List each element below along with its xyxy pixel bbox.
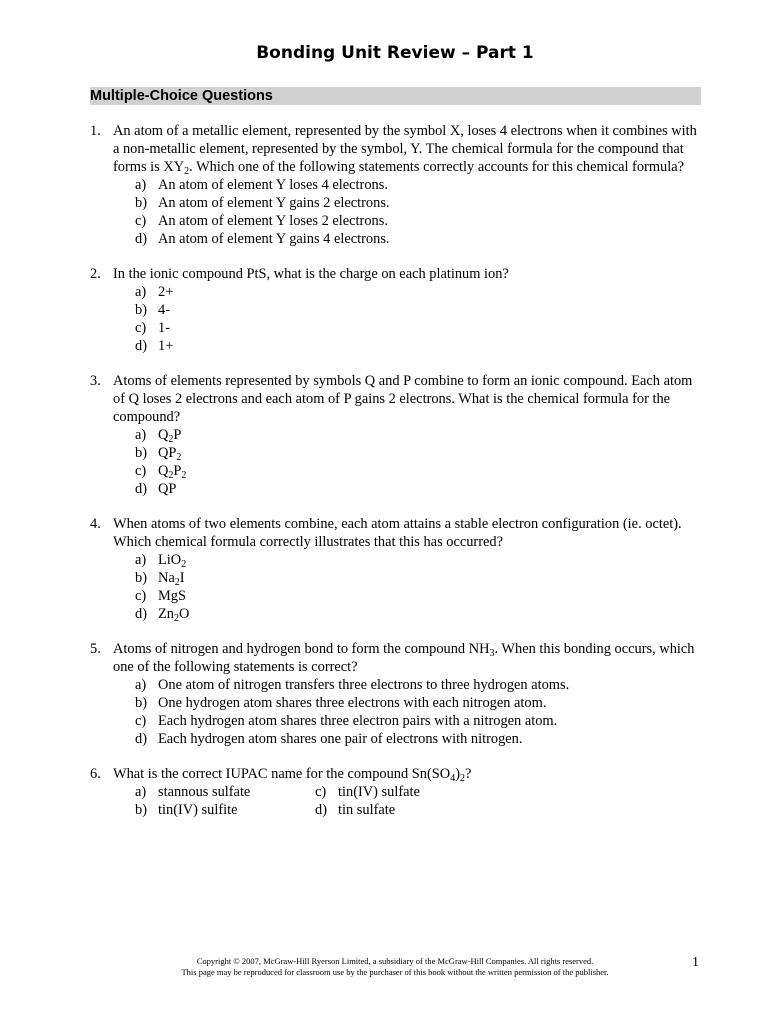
option-b: b) An atom of element Y gains 2 electrons. <box>135 195 390 211</box>
copyright-footer <box>160 956 630 978</box>
page-title: Bonding Unit Review – Part 1 <box>256 43 534 63</box>
option-c: c) $Q_2P_2$ <box>135 463 187 481</box>
option-d: d) An atom of element Y gains 4 electrons. <box>135 231 390 247</box>
question-number: 4. <box>90 516 101 532</box>
option-a: a) stannous sulfate <box>135 784 251 800</box>
option-a: a) One atom of nitrogen transfers three electrons to three hydrogen atoms. <box>135 677 570 693</box>
option-b: b) $Na_2I$ <box>135 570 185 588</box>
question-6 <box>90 765 702 819</box>
option-c: c) MgS <box>135 588 186 604</box>
option-d: d) tin sulfate <box>315 802 396 818</box>
reproduction-line: This page may be reproduced for classroom use by the purchaser of this book without the written permission of the publisher. <box>181 967 609 977</box>
question-4 <box>90 515 702 623</box>
option-c: c) Each hydrogen atom shares three electron pairs with a nitrogen atom. <box>135 713 558 729</box>
option-b: b) One hydrogen atom shares three electrons with each nitrogen atom. <box>135 695 547 711</box>
copyright-line: Copyright © 2007, McGraw-Hill Ryerson Limited, a subsidiary of the McGraw-Hill Companies. All rights reserved. <box>196 956 594 966</box>
option-d: d) QP <box>135 481 177 497</box>
question-list <box>90 122 702 836</box>
question-number: 2. <box>90 266 101 282</box>
option-b: b) 4- <box>135 302 170 318</box>
question-text: What is the correct IUPAC name for the compound $Sn(SO_4)_2$? <box>113 766 472 784</box>
page-number: 1 <box>692 955 699 970</box>
section-heading: Multiple-Choice Questions <box>90 87 701 105</box>
option-d: d) $Zn_2O$ <box>135 606 190 624</box>
question-text: Atoms of nitrogen and hydrogen bond to form the compound $NH_3$. When this bonding occurs, which one of the following statements is correct? <box>113 641 695 675</box>
option-c: c) tin(IV) sulfate <box>315 784 420 800</box>
option-a: a) $Q_2P$ <box>135 427 182 445</box>
question-1 <box>90 122 702 248</box>
question-number: 3. <box>90 373 101 389</box>
option-a: a) An atom of element Y loses 4 electrons. <box>135 177 388 193</box>
option-d: d) 1+ <box>135 338 174 354</box>
question-text: An atom of a metallic element, represented by the symbol X, loses 4 electrons when it combines with a non-metallic element, represented by the symbol, Y. The chemical formula for the compound that forms is $XY_2$. Which one of the following statements correctly accounts for this chemical formula? <box>113 123 697 177</box>
option-a: a) LiO$_2$ <box>135 552 187 570</box>
question-number: 5. <box>90 641 101 657</box>
question-number: 1. <box>90 123 101 139</box>
option-b: b) $QP_2$ <box>135 445 182 463</box>
question-text: Atoms of elements represented by symbols Q and P combine to form an ionic compound. Each atom of Q loses 2 electrons and each atom of P gains 2 electrons. What is the chemical formula for the compound? <box>113 373 693 425</box>
question-text: In the ionic compound PtS, what is the charge on each platinum ion? <box>113 266 509 282</box>
option-d: d) Each hydrogen atom shares one pair of electrons with nitrogen. <box>135 731 523 747</box>
question-5 <box>90 640 702 748</box>
option-b: b) tin(IV) sulfite <box>135 802 238 818</box>
question-number: 6. <box>90 766 101 782</box>
question-3 <box>90 372 702 498</box>
option-a: a) 2+ <box>135 284 174 300</box>
question-text: When atoms of two elements combine, each atom attains a stable electron configuration (ie. octet). Which chemical formula correctly illustrates that this has occurred? <box>113 516 682 550</box>
option-c: c) 1- <box>135 320 170 336</box>
question-2 <box>90 265 702 355</box>
option-c: c) An atom of element Y loses 2 electrons. <box>135 213 388 229</box>
